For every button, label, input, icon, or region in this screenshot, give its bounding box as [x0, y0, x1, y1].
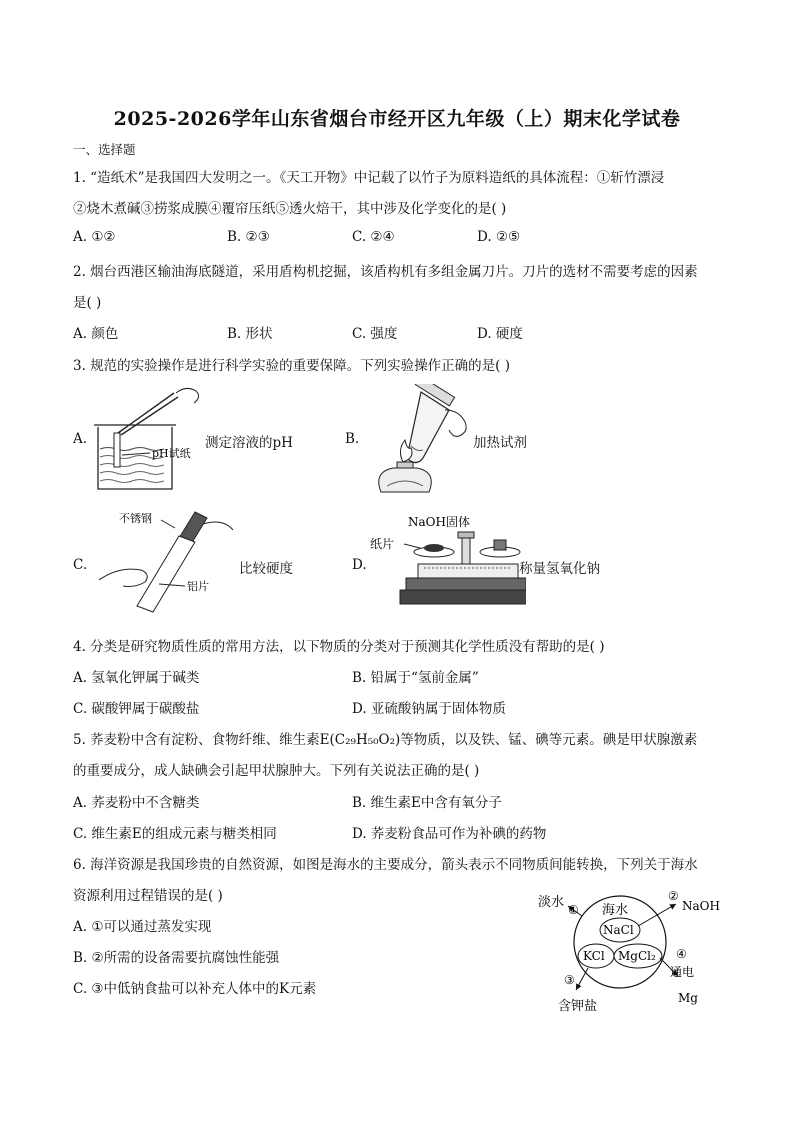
- q6-option-a: A. ①可以通过蒸发实现: [73, 919, 212, 935]
- q3-line1: 3. 规范的实验操作是进行科学实验的重要保障。下列实验操作正确的是( ): [73, 358, 510, 374]
- num-3: ③: [564, 973, 575, 987]
- q2-line2: 是( ): [73, 295, 102, 311]
- naoh-solid-label: NaOH固体: [408, 515, 470, 529]
- q1-option-c: C. ②④: [352, 229, 395, 245]
- num-4: ④: [676, 947, 687, 961]
- stainless-steel-label: 不锈钢: [119, 512, 152, 525]
- section-heading: 一、选择题: [73, 142, 136, 157]
- q1-option-d: D. ②⑤: [477, 229, 521, 245]
- q4-option-a: A. 氢氧化钾属于碱类: [73, 670, 200, 686]
- q3-option-c: C.: [73, 557, 88, 573]
- q3-b-caption: 加热试剂: [473, 435, 527, 451]
- electrolysis-label: 通电: [670, 965, 695, 979]
- ph-paper-label: pH试纸: [152, 447, 191, 460]
- q1-option-b: B. ②③: [227, 229, 270, 245]
- q2-option-a: A. 颜色: [73, 326, 119, 342]
- q5-option-b: B. 维生素E中含有氧分子: [352, 795, 502, 811]
- q5-option-a: A. 荞麦粉中不含糖类: [73, 795, 200, 811]
- q6-option-b: B. ②所需的设备需要抗腐蚀性能强: [73, 950, 280, 966]
- q1-line1: 1. “造纸术”是我国四大发明之一。《天工开物》中记载了以竹子为原料造纸的具体流程：①斩竹漂浸: [73, 170, 665, 186]
- page-title: 2025-2026学年山东省烟台市经开区九年级（上）期末化学试卷: [113, 108, 681, 130]
- ph-test-figure: [92, 385, 212, 495]
- kcl-label: KCl: [583, 949, 605, 963]
- q3-a-caption: 测定溶液的pH: [205, 435, 293, 451]
- q4-line1: 4. 分类是研究物质性质的常用方法，以下物质的分类对于预测其化学性质没有帮助的是( ): [73, 639, 605, 655]
- naoh-label: NaOH: [682, 899, 720, 913]
- heating-figure: [355, 384, 475, 494]
- q5-line2: 的重要成分，成人缺碘会引起甲状腺肿大。下列有关说法正确的是( ): [73, 763, 480, 779]
- aluminum-label: 铝片: [187, 580, 209, 593]
- mgcl2-label: MgCl₂: [618, 949, 656, 963]
- q1-line2: ②烧木煮碱③捞浆成膜④覆帘压纸⑤透火焙干，其中涉及化学变化的是( ): [73, 201, 507, 217]
- q3-c-caption: 比较硬度: [239, 561, 293, 577]
- q6-line2: 资源利用过程错误的是( ): [73, 888, 223, 904]
- mg-label: Mg: [678, 991, 698, 1005]
- potassium-salt-label: 含钾盐: [558, 999, 598, 1014]
- q1-option-a: A. ①②: [73, 229, 116, 245]
- seawater-diagram: [530, 884, 750, 1016]
- q6-line1: 6. 海洋资源是我国珍贵的自然资源，如图是海水的主要成分，箭头表示不同物质间能转换，下列关于海水: [73, 857, 698, 873]
- q3-d-caption: 称量氢氧化钠: [519, 561, 600, 577]
- q5-option-c: C. 维生素E的组成元素与糖类相同: [73, 826, 277, 842]
- num-1: ①: [568, 903, 579, 917]
- q2-option-c: C. 强度: [352, 326, 398, 342]
- nacl-label: NaCl: [603, 923, 634, 937]
- q2-line1: 2. 烟台西港区输油海底隧道，采用盾构机挖掘，该盾构机有多组金属刀片。刀片的选材不需要考虑的因素: [73, 264, 698, 280]
- fresh-water-label: 淡水: [538, 895, 565, 910]
- q5-option-d: D. 荞麦粉食品可作为补碘的药物: [352, 826, 547, 842]
- q3-option-d: D.: [352, 557, 367, 573]
- balance-figure: [366, 512, 526, 610]
- q4-option-b: B. 铅属于“氢前金属”: [352, 670, 479, 686]
- q2-option-d: D. 硬度: [477, 326, 523, 342]
- num-2: ②: [668, 889, 679, 903]
- q4-option-d: D. 亚硫酸钠属于固体物质: [352, 701, 506, 717]
- q3-option-b: B.: [345, 431, 360, 447]
- q6-option-c: C. ③中低钠食盐可以补充人体中的K元素: [73, 981, 317, 997]
- q4-option-c: C. 碳酸钾属于碳酸盐: [73, 701, 200, 717]
- q3-option-a: A.: [73, 431, 88, 447]
- paper-label: 纸片: [370, 537, 395, 551]
- seawater-label: 海水: [602, 903, 629, 918]
- q5-line1: 5. 荞麦粉中含有淀粉、食物纤维、维生素E(C₂₉H₅₀O₂)等物质，以及铁、锰、碘等元素。碘是甲状腺激素: [73, 732, 698, 748]
- q2-option-b: B. 形状: [227, 326, 273, 342]
- hardness-figure: [95, 508, 235, 616]
